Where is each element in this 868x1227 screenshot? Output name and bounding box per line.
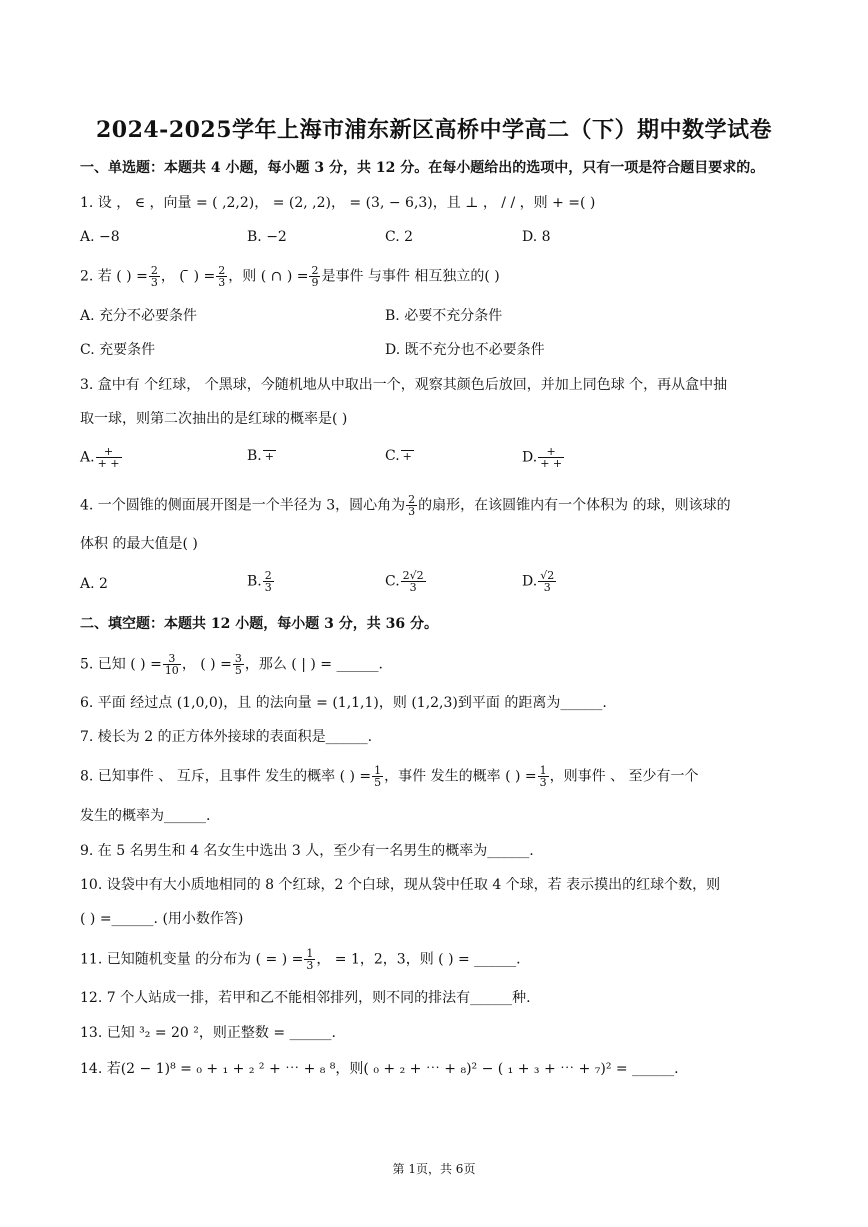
q8-text-c: ，则事件 、 至少有一个 bbox=[549, 768, 699, 785]
q2-option-a: A. 充分不必要条件 bbox=[80, 308, 198, 324]
q2-f2-num: 2 bbox=[218, 264, 226, 277]
q3-option-d-label: D. bbox=[522, 449, 538, 466]
q2-option-b: B. 必要不充分条件 bbox=[385, 308, 503, 324]
q5-f1-num: 3 bbox=[163, 653, 181, 665]
q2-fraction-1 bbox=[149, 265, 160, 288]
q3-a-num: + bbox=[96, 446, 122, 458]
q5-f1-den: 10 bbox=[164, 664, 179, 677]
question-3-line-1: 3. 盒中有 个红球， 个黑球，今随机地从中取出一个，观察其颜色后放回，并加上同色球 个，再从盒中抽 bbox=[80, 377, 728, 393]
q4-c-den: 3 bbox=[409, 581, 417, 594]
question-11 bbox=[80, 948, 521, 971]
q3-d-den: + + bbox=[540, 457, 563, 470]
question-1-stem: 1. 设 ， ∈ ，向量 = ( ,2,2)， = (2, ,2)， = (3, − 6,3)，且 ⊥ ， / / ，则 + =( ) bbox=[80, 195, 596, 211]
q2-fraction-2 bbox=[216, 265, 227, 288]
q8-text-b: ，事件 发生的概率 ( ) = bbox=[384, 768, 537, 785]
q3-option-c-label: C. bbox=[385, 448, 400, 464]
q3-option-a-fraction bbox=[96, 446, 122, 469]
q3-option-b-fraction bbox=[263, 450, 276, 462]
question-13: 13. 已知 ³₂ = 20 ²，则正整数 = ______. bbox=[80, 1025, 336, 1041]
q2-f3-num: 2 bbox=[311, 264, 319, 277]
q4-option-c bbox=[385, 570, 427, 593]
q4-d-den: 3 bbox=[543, 581, 551, 594]
question-14: 14. 若(2 − 1)⁸ = ₀ + ₁ + ₂ ² + ⋯ + ₈ ⁸，则( ₀ + ₂ + ⋯ + ₈)² − ( ₁ + ₃ + ⋯ + ₇)² = ______. bbox=[80, 1061, 679, 1077]
q3-option-b-label: B. bbox=[247, 448, 262, 464]
q2-f3-den: 9 bbox=[311, 276, 319, 289]
q2-text-d: 是事件 与事件 相互独立的( ) bbox=[321, 268, 500, 285]
q8-f1-den: 5 bbox=[374, 776, 382, 789]
q2-text-c: ，则 ( ∩ ) = bbox=[228, 268, 309, 285]
q8-f1-num: 1 bbox=[374, 764, 382, 777]
question-8-line-2: 发生的概率为______. bbox=[80, 808, 211, 824]
q3-option-d bbox=[522, 446, 565, 469]
q4-b-num: 2 bbox=[264, 569, 272, 582]
q3-option-b bbox=[247, 446, 277, 466]
q3-c-den: + bbox=[402, 450, 412, 463]
q5-text-a: 5. 已知 ( ) = bbox=[80, 656, 162, 673]
q4-num: 2 bbox=[408, 493, 416, 506]
q8-f2-den: 3 bbox=[539, 776, 547, 789]
q4-fraction bbox=[406, 494, 417, 517]
q4-option-a: A. 2 bbox=[80, 576, 108, 592]
q1-option-a: A. −8 bbox=[80, 229, 120, 245]
q11-num: 1 bbox=[306, 947, 314, 960]
q2-fraction-3 bbox=[309, 265, 320, 288]
q2-text-b: ， ( ̄ ) = bbox=[160, 268, 216, 285]
q2-option-d: D. 既不充分也不必要条件 bbox=[385, 342, 545, 358]
q11-fraction bbox=[304, 948, 315, 971]
q1-option-d: D. 8 bbox=[522, 229, 551, 245]
q1-option-b: B. −2 bbox=[247, 229, 287, 245]
q5-text-b: ， ( ) = bbox=[181, 656, 232, 673]
q2-f2-den: 3 bbox=[218, 276, 226, 289]
q4-option-b-label: B. bbox=[247, 573, 262, 590]
section-1-header: 一、单选题：本题共 4 小题，每小题 3 分，共 12 分。在每小题给出的选项中，只有一项是符合题目要求的。 bbox=[80, 160, 765, 176]
q8-f2-num: 1 bbox=[539, 764, 547, 777]
q3-a-den: + + bbox=[97, 457, 120, 470]
q5-f2-den: 5 bbox=[234, 664, 242, 677]
q5-f2-num: 3 bbox=[234, 652, 242, 665]
q11-den: 3 bbox=[306, 959, 314, 972]
q3-b-den: + bbox=[264, 450, 274, 463]
question-3-line-2: 取一球，则第二次抽出的是红球的概率是( ) bbox=[80, 411, 348, 427]
question-9: 9. 在 5 名男生和 4 名女生中选出 3 人，至少有一名男生的概率为______. bbox=[80, 843, 534, 859]
q4-option-b-fraction bbox=[263, 570, 274, 593]
q4-option-c-label: C. bbox=[385, 573, 400, 590]
question-5 bbox=[80, 653, 383, 676]
q8-fraction-2 bbox=[538, 765, 549, 788]
q3-option-c bbox=[385, 446, 415, 466]
question-4-line-1 bbox=[80, 494, 731, 517]
q4-option-c-fraction bbox=[401, 570, 426, 593]
q4-text-a: 4. 一个圆锥的侧面展开图是一个半径为 3，圆心角为 bbox=[80, 497, 406, 514]
question-2-stem bbox=[80, 265, 500, 288]
q4-option-b bbox=[247, 570, 275, 593]
q3-d-num: + bbox=[538, 446, 564, 458]
q4-den: 3 bbox=[408, 505, 416, 518]
q8-fraction-1 bbox=[372, 765, 383, 788]
q4-b-den: 3 bbox=[264, 581, 272, 594]
q2-f1-den: 3 bbox=[150, 276, 158, 289]
q5-fraction-1 bbox=[163, 653, 181, 676]
question-10-line-1: 10. 设袋中有大小质地相同的 8 个红球，2 个白球，现从袋中任取 4 个球，若 表示摸出的红球个数，则 bbox=[80, 877, 721, 893]
q2-text-a: 2. 若 ( ) = bbox=[80, 268, 148, 285]
q2-f1-num: 2 bbox=[150, 264, 158, 277]
q8-text-a: 8. 已知事件 、 互斥，且事件 发生的概率 ( ) = bbox=[80, 768, 372, 785]
q3-option-c-fraction bbox=[401, 450, 414, 462]
q5-fraction-2 bbox=[233, 653, 244, 676]
q3-option-a bbox=[80, 446, 123, 469]
q5-text-c: ，那么 ( | ) = ______. bbox=[244, 656, 383, 673]
question-10-line-2: ( ) =______. (用小数作答) bbox=[80, 911, 244, 927]
question-12: 12. 7 个人站成一排，若甲和乙不能相邻排列，则不同的排法有______种. bbox=[80, 990, 531, 1006]
q4-option-d bbox=[522, 570, 557, 593]
q4-c-num: 2√2 bbox=[402, 569, 424, 582]
q4-option-d-label: D. bbox=[522, 573, 538, 590]
q11-text-b: ， = 1，2，3，则 ( ) = ______. bbox=[316, 951, 521, 968]
page-footer: 第 1页，共 6页 bbox=[392, 1162, 476, 1176]
q4-d-num: √2 bbox=[540, 569, 555, 582]
q2-option-c: C. 充要条件 bbox=[80, 342, 156, 358]
q3-option-a-label: A. bbox=[80, 449, 95, 466]
q4-option-d-fraction bbox=[538, 570, 556, 593]
q4-text-b: 的扇形，在该圆锥内有一个体积为 的球，则该球的 bbox=[418, 497, 731, 514]
question-7: 7. 棱长为 2 的正方体外接球的表面积是______. bbox=[80, 729, 373, 745]
question-8-line-1 bbox=[80, 765, 699, 788]
q3-option-d-fraction bbox=[538, 446, 564, 469]
page-title: 2024-2025学年上海市浦东新区高桥中学高二（下）期中数学试卷 bbox=[95, 117, 773, 143]
question-4-line-2: 体积 的最大值是( ) bbox=[80, 536, 198, 552]
section-2-header: 二、填空题：本题共 12 小题，每小题 3 分，共 36 分。 bbox=[80, 616, 438, 632]
question-6: 6. 平面 经过点 (1,0,0)，且 的法向量 = (1,1,1)，则 (1,2,3)到平面 的距离为______. bbox=[80, 695, 607, 711]
q11-text-a: 11. 已知随机变量 的分布为 ( = ) = bbox=[80, 951, 304, 968]
q1-option-c: C. 2 bbox=[385, 229, 414, 245]
